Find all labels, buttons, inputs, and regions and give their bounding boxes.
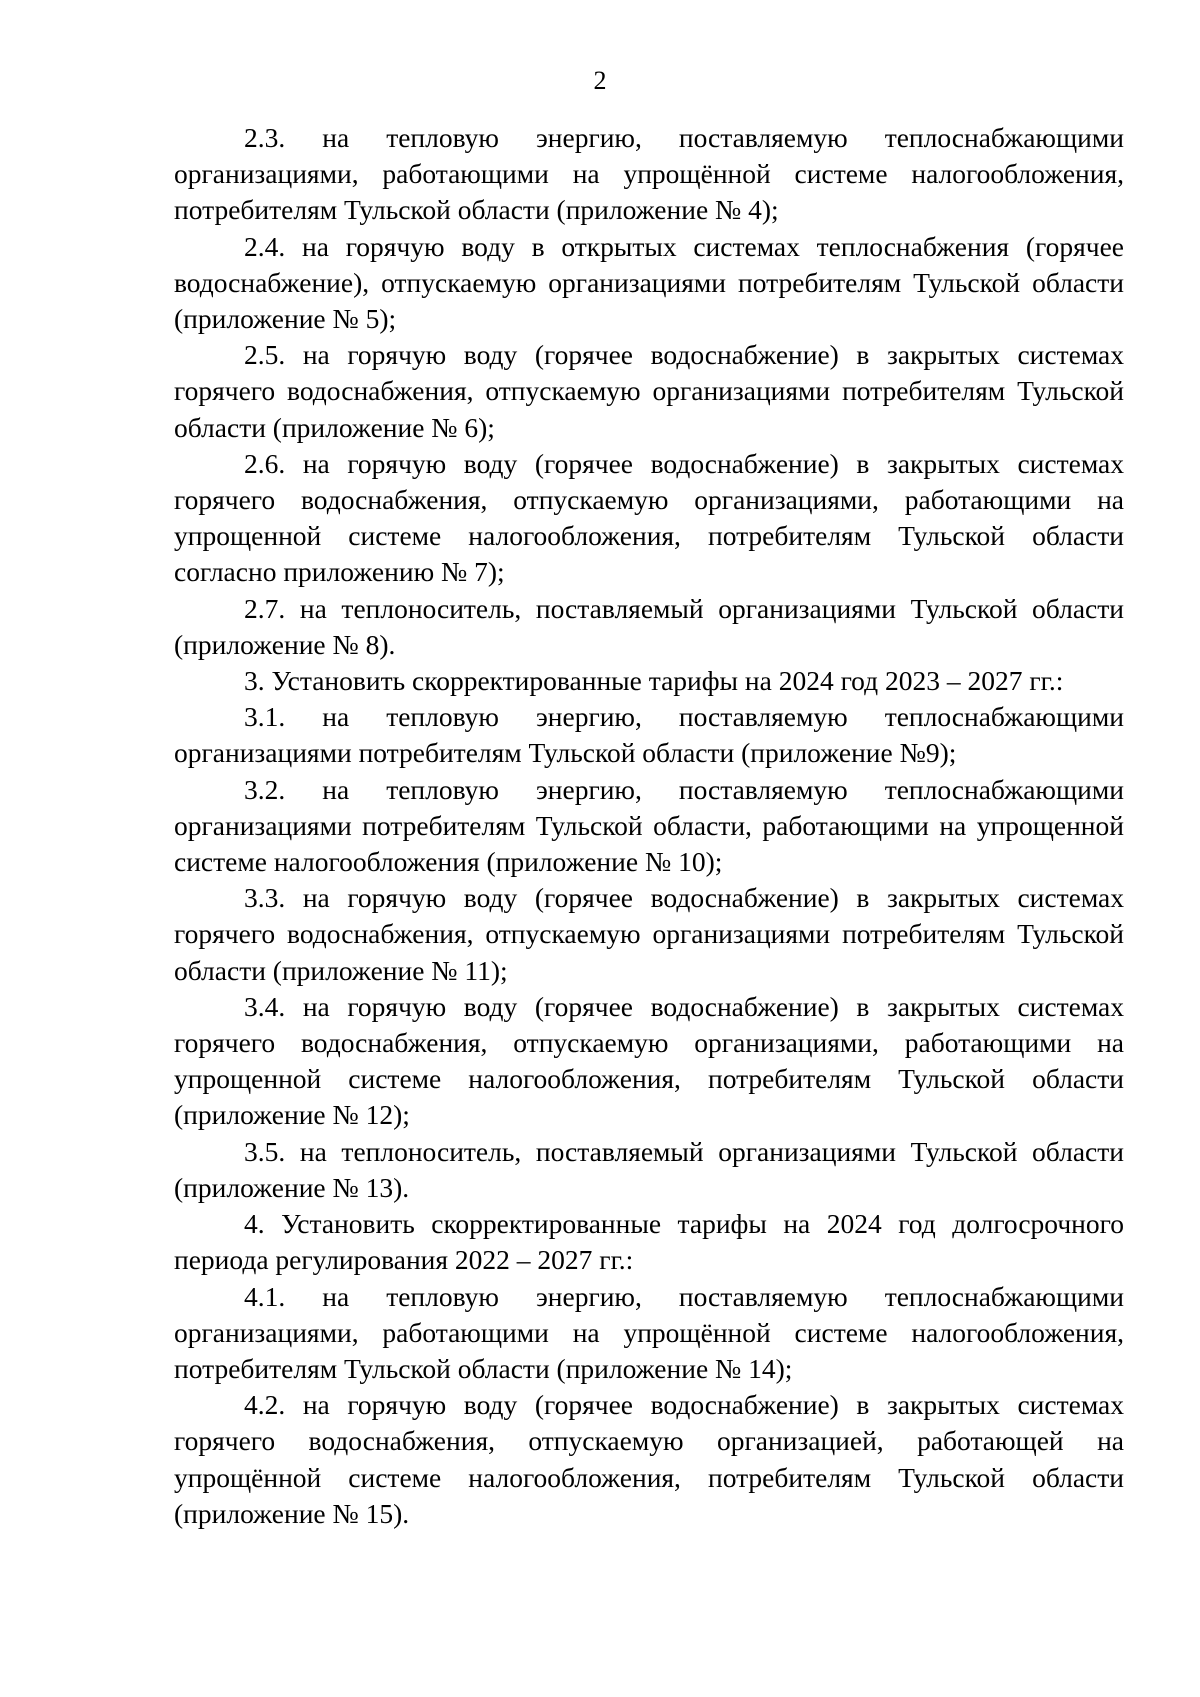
paragraph-2-6: 2.6. на горячую воду (горячее водоснабжение) в закрытых системах горячего водоснабжения, отпускаемую организациями, работающими на упрощенной системе налогообложения, потребителям Тульской области согласно приложению № 7); [174, 447, 1124, 588]
page-number: 2 [593, 66, 607, 95]
paragraph-3-4: 3.4. на горячую воду (горячее водоснабжение) в закрытых системах горячего водоснабжения, отпускаемую организациями, работающими на упрощенной системе налогообложения, потребителям Тульской области (приложение № 12); [174, 990, 1124, 1131]
paragraph-2-3: 2.3. на тепловую энергию, поставляемую теплоснабжающими организациями, работающими на упрощённой системе налогообложения, потребителям Тульской области (приложение № 4); [174, 122, 1124, 226]
paragraph-2-4: 2.4. на горячую воду в открытых системах теплоснабжения (горячее водоснабжение), отпускаемую организациями потребителям Тульской области (приложение № 5); [174, 230, 1124, 335]
paragraph-3-3: 3.3. на горячую воду (горячее водоснабжение) в закрытых системах горячего водоснабжения, отпускаемую организациями потребителям Тульской области (приложение № 11); [174, 882, 1124, 986]
paragraph-2-5: 2.5. на горячую воду (горячее водоснабжение) в закрытых системах горячего водоснабжения, отпускаемую организациями потребителям Тульской области (приложение № 6); [174, 339, 1124, 443]
paragraph-4-2: 4.2. на горячую воду (горячее водоснабжение) в закрытых системах горячего водоснабжения, отпускаемую организацией, работающей на упрощённой системе налогообложения, потребителям Тульской области (приложение № 15). [174, 1389, 1124, 1529]
paragraph-3-5: 3.5. на теплоноситель, поставляемый организациями Тульской области (приложение № 13). [174, 1135, 1124, 1203]
paragraph-3-2: 3.2. на тепловую энергию, поставляемую теплоснабжающими организациями потребителям Тульской области, работающими на упрощенной системе налогообложения (приложение № 10); [174, 773, 1124, 878]
paragraph-4-1: 4.1. на тепловую энергию, поставляемую теплоснабжающими организациями, работающими на упрощённой системе налогообложения, потребителям Тульской области (приложение № 14); [174, 1280, 1124, 1384]
document-body [174, 120, 1124, 1532]
paragraph-3: 3. Установить скорректированные тарифы на 2024 год 2023 – 2027 гг.: [244, 665, 1064, 697]
paragraph-2-7: 2.7. на теплоноситель, поставляемый организациями Тульской области (приложение № 8). [174, 592, 1124, 660]
paragraph-4: 4. Установить скорректированные тарифы на 2024 год долгосрочного периода регулирования 2022 – 2027 гг.: [174, 1208, 1124, 1276]
paragraph-3-1: 3.1. на тепловую энергию, поставляемую теплоснабжающими организациями потребителям Тульской области (приложение №9); [174, 701, 1124, 769]
